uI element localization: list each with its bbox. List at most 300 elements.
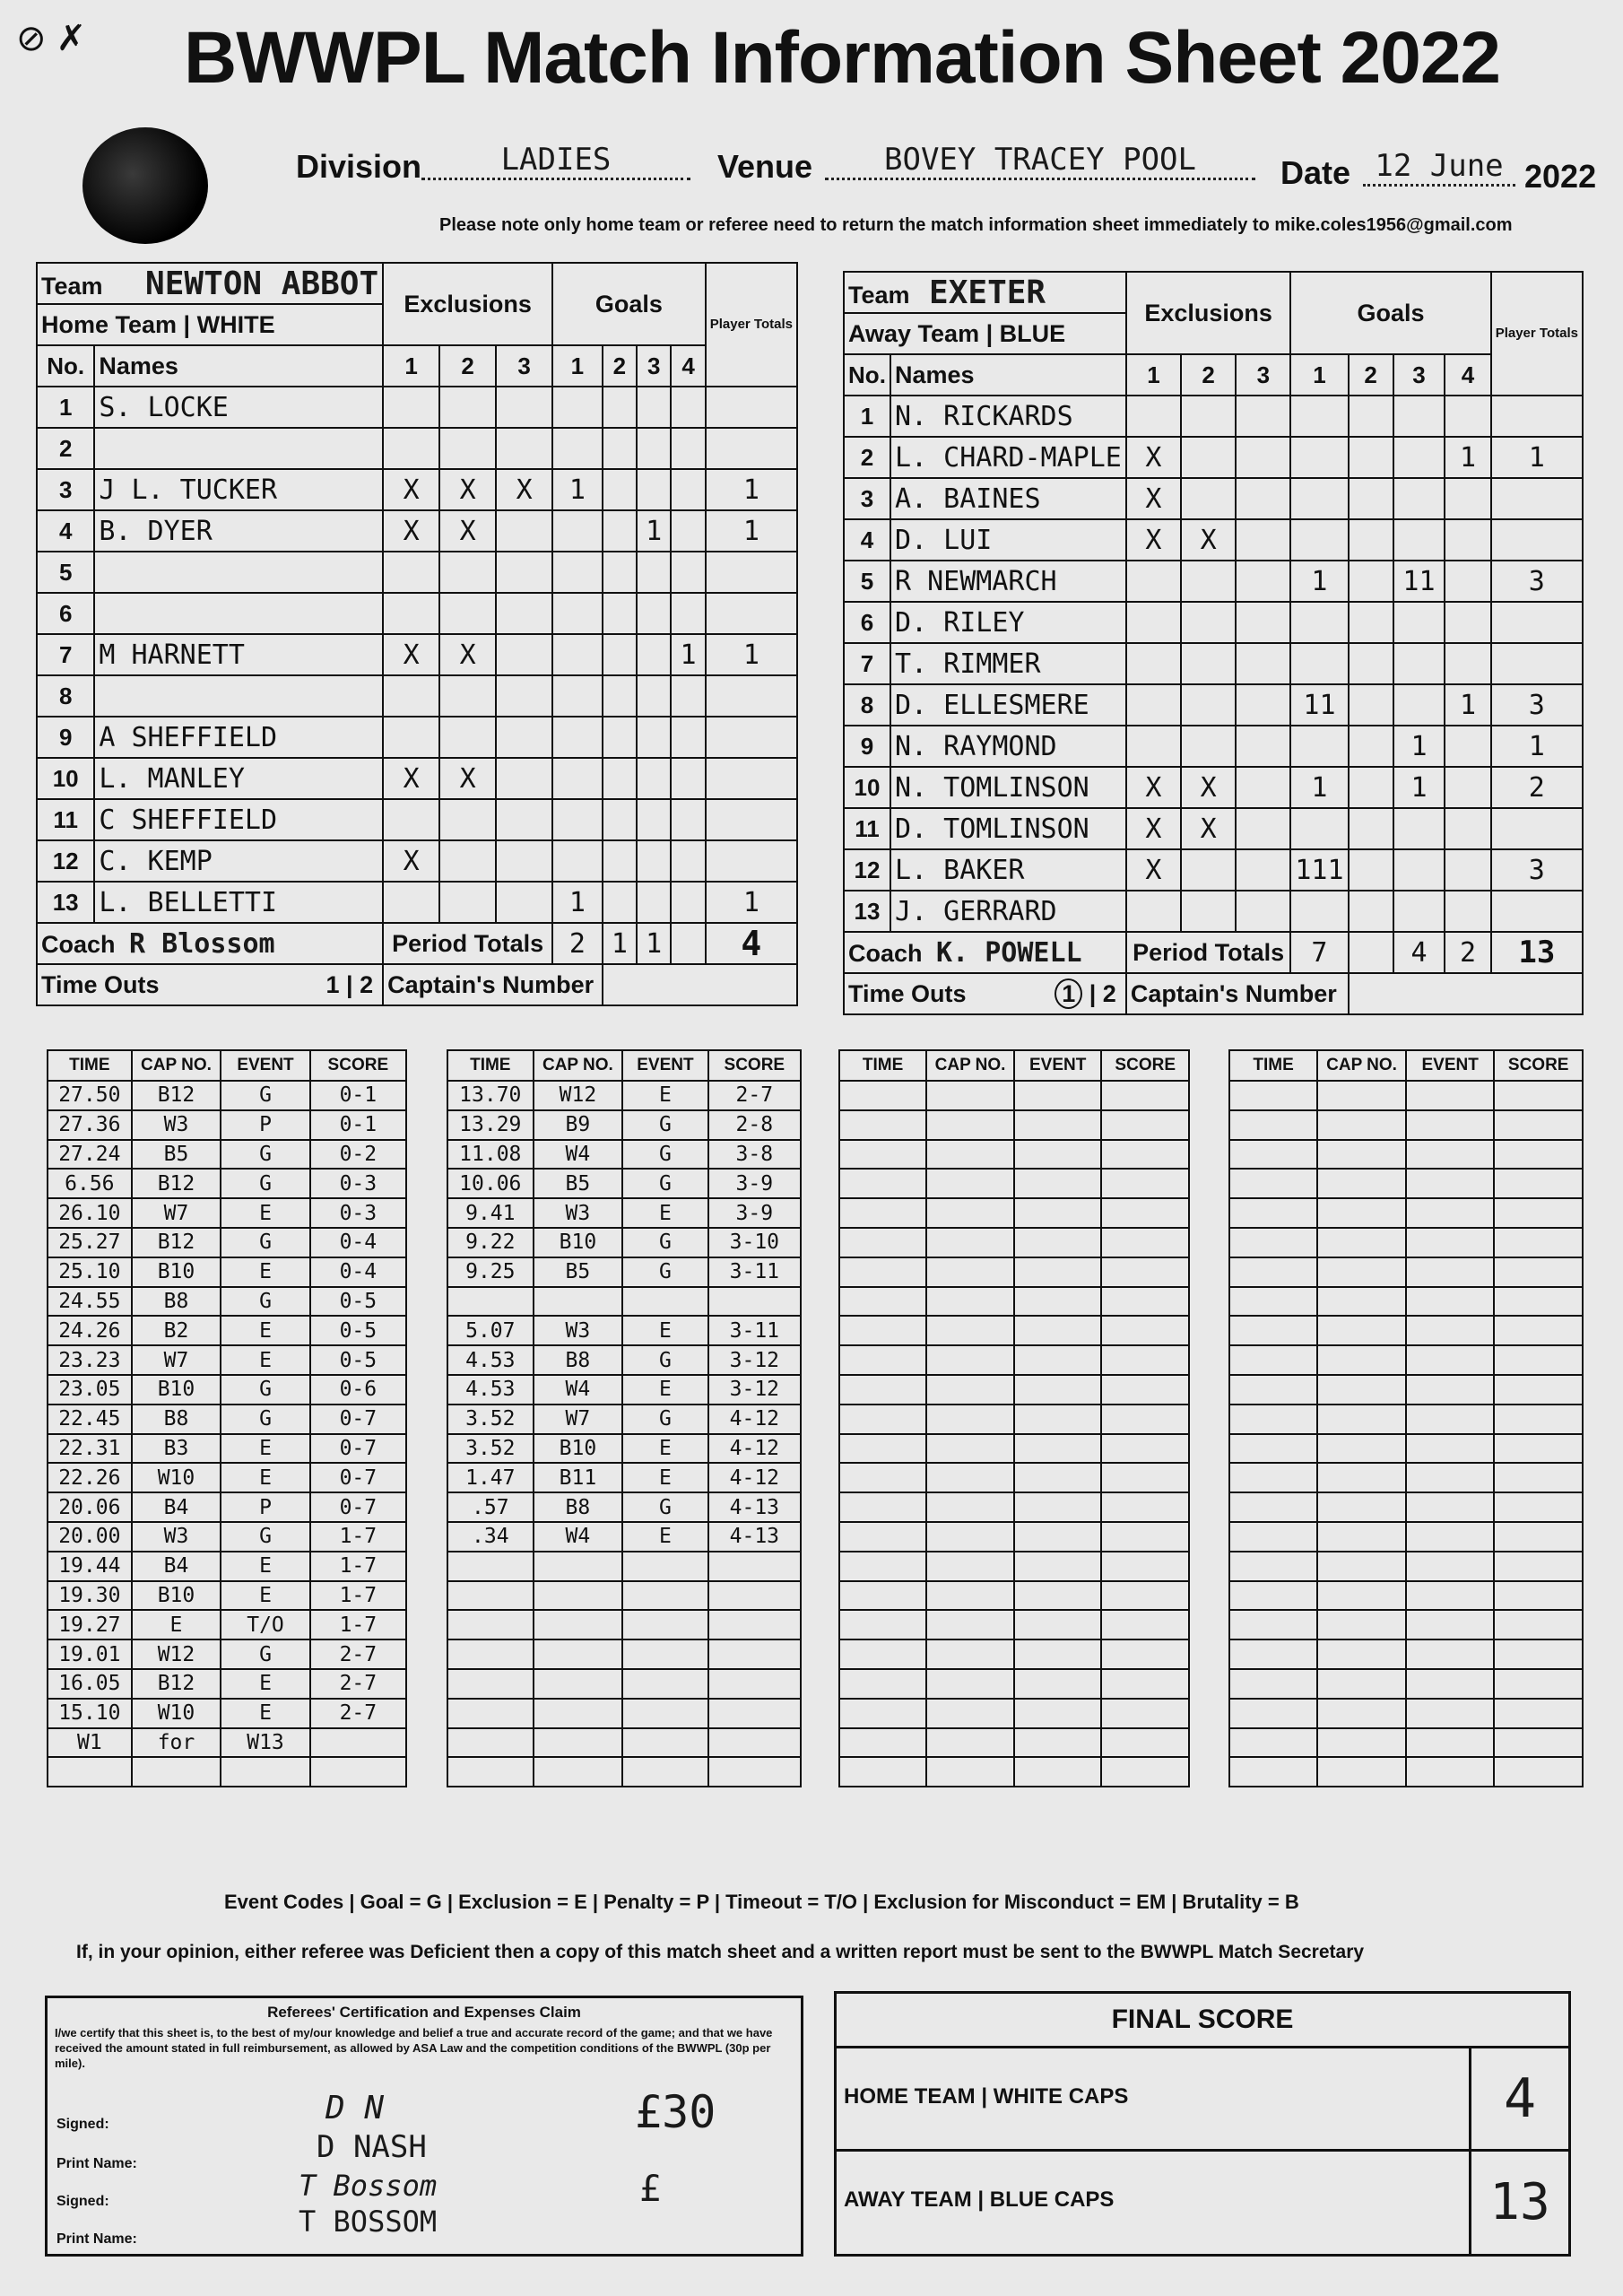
event-row bbox=[447, 1552, 801, 1581]
event-row bbox=[447, 1169, 801, 1198]
home-exclusions-header: Exclusions bbox=[383, 263, 552, 345]
goal-tally bbox=[671, 593, 705, 634]
exclusion-mark bbox=[1126, 891, 1181, 932]
away-period-total: 4 bbox=[1393, 932, 1445, 973]
exclusion-mark bbox=[1236, 561, 1290, 602]
away-period-totals-label: Period Totals bbox=[1126, 932, 1291, 973]
event-time: 20.00 bbox=[48, 1522, 132, 1552]
exclusion-mark bbox=[1181, 849, 1236, 891]
exclusion-mark: X bbox=[1126, 767, 1181, 808]
event-code bbox=[1014, 1552, 1101, 1581]
event-time: W1 bbox=[48, 1728, 132, 1758]
event-code bbox=[1014, 1669, 1101, 1699]
event-cap-no bbox=[926, 1375, 1014, 1405]
event-row bbox=[447, 1522, 801, 1552]
event-score bbox=[1494, 1198, 1583, 1228]
event-cap-no bbox=[926, 1552, 1014, 1581]
event-score: 1-7 bbox=[310, 1581, 406, 1611]
goal-tally bbox=[1290, 726, 1348, 767]
player-name bbox=[94, 428, 383, 469]
away-col-header: 3 bbox=[1393, 354, 1445, 396]
event-code bbox=[1406, 1198, 1494, 1228]
event-score bbox=[1494, 1757, 1583, 1787]
event-score: 3-8 bbox=[708, 1140, 801, 1170]
exclusion-mark bbox=[439, 799, 496, 840]
event-time bbox=[839, 1757, 926, 1787]
goal-tally bbox=[671, 469, 705, 510]
goal-tally bbox=[637, 758, 671, 799]
player-number: 12 bbox=[37, 840, 94, 882]
event-row bbox=[839, 1081, 1189, 1110]
goal-tally bbox=[603, 552, 637, 593]
goal-tally bbox=[637, 717, 671, 758]
event-score: 2-7 bbox=[708, 1081, 801, 1110]
event-row bbox=[447, 1581, 801, 1611]
event-code bbox=[622, 1728, 707, 1758]
event-cap-no: E bbox=[132, 1610, 221, 1639]
event-cap-no: B3 bbox=[132, 1434, 221, 1464]
event-row bbox=[839, 1169, 1189, 1198]
score-header: SCORE bbox=[1494, 1050, 1583, 1081]
goal-tally bbox=[637, 469, 671, 510]
event-row bbox=[839, 1198, 1189, 1228]
event-codes-legend: Event Codes | Goal = G | Exclusion = E | Penalty = P | Timeout = T/O | Exclusion for Misconduct = EM | Brutality = B bbox=[224, 1891, 1299, 1913]
event-row bbox=[48, 1169, 406, 1198]
event-code bbox=[1406, 1257, 1494, 1287]
event-time bbox=[1229, 1552, 1317, 1581]
event-score bbox=[1494, 1522, 1583, 1552]
event-row bbox=[48, 1345, 406, 1375]
event-time bbox=[1229, 1110, 1317, 1140]
goal-tally bbox=[603, 428, 637, 469]
event-row bbox=[1229, 1699, 1583, 1728]
final-home-score: 4 bbox=[1469, 2048, 1568, 2149]
event-code: G bbox=[221, 1639, 309, 1669]
event-time: 9.41 bbox=[447, 1198, 534, 1228]
event-score: 0-3 bbox=[310, 1198, 406, 1228]
referee-cert-title: Referees' Certification and Expenses Claim bbox=[267, 2004, 581, 2021]
goal-tally bbox=[1445, 643, 1490, 684]
cap-no-header: CAP NO. bbox=[132, 1050, 221, 1081]
event-score bbox=[1494, 1405, 1583, 1434]
goal-tally: 1 bbox=[1290, 561, 1348, 602]
event-cap-no bbox=[1317, 1581, 1406, 1611]
event-row bbox=[1229, 1316, 1583, 1345]
event-code bbox=[1406, 1316, 1494, 1345]
event-code: G bbox=[221, 1405, 309, 1434]
goal-tally bbox=[552, 840, 603, 882]
event-score bbox=[1494, 1434, 1583, 1464]
exclusion-mark: X bbox=[496, 469, 552, 510]
goal-tally bbox=[671, 758, 705, 799]
home-col-header: 3 bbox=[637, 345, 671, 387]
goal-tally bbox=[637, 552, 671, 593]
event-cap-no: B12 bbox=[132, 1228, 221, 1257]
event-time bbox=[839, 1552, 926, 1581]
goal-tally bbox=[1393, 808, 1445, 849]
exclusion-mark bbox=[1126, 561, 1181, 602]
event-code: G bbox=[622, 1169, 707, 1198]
event-cap-no bbox=[534, 1669, 623, 1699]
goal-tally bbox=[552, 552, 603, 593]
event-time: 27.50 bbox=[48, 1081, 132, 1110]
exclusion-mark: X bbox=[1126, 478, 1181, 519]
event-score bbox=[1494, 1669, 1583, 1699]
time-header: TIME bbox=[1229, 1050, 1317, 1081]
player-row bbox=[37, 675, 797, 717]
goal-tally bbox=[637, 675, 671, 717]
signed-label-1: Signed: bbox=[56, 2117, 109, 2132]
referee-cert-text: I/we certify that this sheet is, to the best of my/our knowledge and belief a true and accurate record of the game; and that we have received the amount stated in full reimbursement, as allowed by ASA Law and the competition conditions of the BWWPL (30p per mile). bbox=[55, 2026, 773, 2070]
event-time: .34 bbox=[447, 1522, 534, 1552]
event-row bbox=[1229, 1552, 1583, 1581]
goal-tally: 1 bbox=[552, 469, 603, 510]
event-code bbox=[622, 1610, 707, 1639]
event-time: 22.31 bbox=[48, 1434, 132, 1464]
event-score bbox=[1101, 1316, 1189, 1345]
exclusion-mark bbox=[439, 428, 496, 469]
exclusion-mark bbox=[496, 840, 552, 882]
event-time bbox=[1229, 1757, 1317, 1787]
goal-tally bbox=[1445, 767, 1490, 808]
event-cap-no bbox=[1317, 1110, 1406, 1140]
event-code: G bbox=[622, 1492, 707, 1522]
event-cap-no bbox=[534, 1728, 623, 1758]
event-time: 3.52 bbox=[447, 1434, 534, 1464]
exclusion-mark bbox=[439, 840, 496, 882]
event-code: G bbox=[622, 1228, 707, 1257]
exclusion-mark bbox=[1236, 684, 1290, 726]
event-row bbox=[48, 1699, 406, 1728]
home-timeouts-cell bbox=[37, 964, 383, 1005]
event-cap-no bbox=[1317, 1699, 1406, 1728]
event-row bbox=[447, 1316, 801, 1345]
player-total: 1 bbox=[706, 469, 797, 510]
player-number: 9 bbox=[844, 726, 890, 767]
event-time: 25.10 bbox=[48, 1257, 132, 1287]
cap-no-header: CAP NO. bbox=[1317, 1050, 1406, 1081]
event-time bbox=[48, 1757, 132, 1787]
goal-tally bbox=[552, 387, 603, 428]
player-name: S. LOCKE bbox=[94, 387, 383, 428]
event-code bbox=[1406, 1639, 1494, 1669]
event-score bbox=[1494, 1463, 1583, 1492]
away-timeouts-cell bbox=[844, 973, 1126, 1014]
event-code bbox=[1406, 1345, 1494, 1375]
event-code: G bbox=[221, 1081, 309, 1110]
player-row bbox=[37, 758, 797, 799]
player-total: 1 bbox=[706, 882, 797, 923]
exclusion-mark bbox=[1126, 396, 1181, 437]
home-team-table bbox=[36, 262, 798, 1006]
home-no-header: No. bbox=[37, 345, 94, 387]
event-header: EVENT bbox=[221, 1050, 309, 1081]
event-time bbox=[1229, 1492, 1317, 1522]
event-score bbox=[1494, 1375, 1583, 1405]
event-cap-no: B12 bbox=[132, 1669, 221, 1699]
goal-tally bbox=[603, 717, 637, 758]
event-row bbox=[839, 1110, 1189, 1140]
event-cap-no: B4 bbox=[132, 1552, 221, 1581]
event-code bbox=[1014, 1581, 1101, 1611]
goal-tally: 1 bbox=[1393, 726, 1445, 767]
player-name: L. MANLEY bbox=[94, 758, 383, 799]
event-code bbox=[1014, 1257, 1101, 1287]
event-code bbox=[1406, 1728, 1494, 1758]
home-team-name: NEWTON ABBOT bbox=[145, 265, 379, 302]
event-score bbox=[1494, 1257, 1583, 1287]
home-coach-cell bbox=[37, 923, 383, 964]
event-score bbox=[1494, 1140, 1583, 1170]
player-number: 5 bbox=[844, 561, 890, 602]
division-value: LADIES bbox=[421, 142, 690, 180]
goal-tally: 1 bbox=[1290, 767, 1348, 808]
event-score bbox=[1494, 1581, 1583, 1611]
event-score: 0-1 bbox=[310, 1110, 406, 1140]
event-time: 19.44 bbox=[48, 1552, 132, 1581]
final-home-row bbox=[837, 2048, 1568, 2152]
goal-tally bbox=[1445, 849, 1490, 891]
player-total bbox=[1491, 808, 1583, 849]
event-code: E bbox=[622, 1316, 707, 1345]
player-name: N. RAYMOND bbox=[890, 726, 1126, 767]
event-score: 3-9 bbox=[708, 1169, 801, 1198]
event-row bbox=[447, 1198, 801, 1228]
goal-tally bbox=[1290, 602, 1348, 643]
exclusion-mark: X bbox=[439, 634, 496, 675]
event-cap-no bbox=[1317, 1081, 1406, 1110]
event-time bbox=[447, 1287, 534, 1317]
player-name: M HARNETT bbox=[94, 634, 383, 675]
event-score: 0-2 bbox=[310, 1140, 406, 1170]
event-header: EVENT bbox=[1014, 1050, 1101, 1081]
event-cap-no bbox=[534, 1610, 623, 1639]
event-cap-no: B9 bbox=[534, 1110, 623, 1140]
event-time bbox=[839, 1610, 926, 1639]
event-cap-no bbox=[1317, 1228, 1406, 1257]
goal-tally bbox=[552, 675, 603, 717]
event-cap-no: W4 bbox=[534, 1140, 623, 1170]
event-row bbox=[839, 1639, 1189, 1669]
player-number: 6 bbox=[844, 602, 890, 643]
event-score bbox=[1101, 1639, 1189, 1669]
event-score bbox=[1101, 1669, 1189, 1699]
event-score bbox=[1101, 1581, 1189, 1611]
player-row bbox=[844, 684, 1583, 726]
goal-tally bbox=[1349, 849, 1393, 891]
event-row bbox=[48, 1375, 406, 1405]
event-code bbox=[622, 1552, 707, 1581]
event-code: E bbox=[622, 1434, 707, 1464]
goal-tally bbox=[603, 840, 637, 882]
player-total bbox=[706, 593, 797, 634]
home-col-header: 1 bbox=[552, 345, 603, 387]
away-names-header: Names bbox=[890, 354, 1126, 396]
event-row bbox=[48, 1434, 406, 1464]
event-code bbox=[221, 1757, 309, 1787]
event-row bbox=[447, 1669, 801, 1699]
event-code: G bbox=[221, 1228, 309, 1257]
away-col-header: 2 bbox=[1349, 354, 1393, 396]
event-cap-no: B2 bbox=[132, 1316, 221, 1345]
event-row bbox=[48, 1110, 406, 1140]
player-total: 1 bbox=[706, 510, 797, 552]
event-score: 0-7 bbox=[310, 1405, 406, 1434]
timeout-2: 2 bbox=[1102, 979, 1116, 1007]
goal-tally bbox=[671, 552, 705, 593]
event-row bbox=[1229, 1639, 1583, 1669]
event-score bbox=[1101, 1140, 1189, 1170]
event-row bbox=[447, 1228, 801, 1257]
event-row bbox=[48, 1639, 406, 1669]
exclusion-mark bbox=[383, 593, 439, 634]
event-time bbox=[839, 1110, 926, 1140]
exclusion-mark bbox=[1126, 684, 1181, 726]
goal-tally bbox=[1393, 643, 1445, 684]
event-time bbox=[839, 1699, 926, 1728]
event-cap-no: W4 bbox=[534, 1522, 623, 1552]
exclusion-mark: X bbox=[383, 840, 439, 882]
event-cap-no: W3 bbox=[132, 1522, 221, 1552]
player-row bbox=[844, 396, 1583, 437]
event-row bbox=[1229, 1463, 1583, 1492]
event-row bbox=[48, 1581, 406, 1611]
event-row bbox=[839, 1140, 1189, 1170]
goal-tally bbox=[1445, 808, 1490, 849]
event-cap-no: W10 bbox=[132, 1699, 221, 1728]
venue-label: Venue bbox=[717, 148, 813, 185]
event-code: P bbox=[221, 1110, 309, 1140]
event-time: 20.06 bbox=[48, 1492, 132, 1522]
event-cap-no bbox=[1317, 1287, 1406, 1317]
team-label: Team bbox=[848, 281, 910, 309]
player-number: 2 bbox=[844, 437, 890, 478]
event-row bbox=[839, 1405, 1189, 1434]
team-label: Team bbox=[41, 272, 103, 300]
goal-tally bbox=[671, 510, 705, 552]
goal-tally: 11 bbox=[1290, 684, 1348, 726]
event-score: 0-7 bbox=[310, 1434, 406, 1464]
player-total bbox=[706, 840, 797, 882]
away-player-rows bbox=[844, 396, 1583, 932]
event-score: 1-7 bbox=[310, 1610, 406, 1639]
event-cap-no: B10 bbox=[132, 1257, 221, 1287]
event-time bbox=[447, 1581, 534, 1611]
away-captains-number-label: Captain's Number bbox=[1126, 973, 1349, 1014]
player-number: 10 bbox=[844, 767, 890, 808]
event-score bbox=[1101, 1345, 1189, 1375]
event-time: 24.26 bbox=[48, 1316, 132, 1345]
player-number: 7 bbox=[844, 643, 890, 684]
cap-no-header: CAP NO. bbox=[926, 1050, 1014, 1081]
goal-tally bbox=[1445, 396, 1490, 437]
timeout-1-circled: 1 bbox=[1055, 978, 1082, 1009]
exclusion-mark: X bbox=[383, 634, 439, 675]
player-row bbox=[844, 437, 1583, 478]
event-code bbox=[1014, 1287, 1101, 1317]
event-time: 1.47 bbox=[447, 1463, 534, 1492]
print-name-label-1: Print Name: bbox=[56, 2156, 137, 2171]
exclusion-mark bbox=[1126, 726, 1181, 767]
event-code bbox=[1014, 1492, 1101, 1522]
exclusion-mark: X bbox=[1126, 519, 1181, 561]
event-row bbox=[447, 1375, 801, 1405]
event-cap-no bbox=[926, 1699, 1014, 1728]
event-score: 0-5 bbox=[310, 1287, 406, 1317]
final-away-label: AWAY TEAM | BLUE CAPS bbox=[844, 2187, 1115, 2212]
event-score: 3-11 bbox=[708, 1316, 801, 1345]
player-name: N. TOMLINSON bbox=[890, 767, 1126, 808]
event-time bbox=[1229, 1669, 1317, 1699]
event-score bbox=[1101, 1434, 1189, 1464]
exclusion-mark bbox=[1181, 726, 1236, 767]
event-time bbox=[1229, 1287, 1317, 1317]
event-code bbox=[1406, 1140, 1494, 1170]
away-period-total bbox=[1349, 932, 1393, 973]
event-code bbox=[1014, 1198, 1101, 1228]
goal-tally bbox=[1349, 891, 1393, 932]
event-score: 2-7 bbox=[310, 1639, 406, 1669]
event-row bbox=[447, 1257, 801, 1287]
event-time: 6.56 bbox=[48, 1169, 132, 1198]
away-col-header: 2 bbox=[1181, 354, 1236, 396]
event-time bbox=[1229, 1081, 1317, 1110]
away-team-name-cell bbox=[844, 272, 1126, 313]
player-name: J L. TUCKER bbox=[94, 469, 383, 510]
event-code bbox=[1406, 1669, 1494, 1699]
event-score: 0-4 bbox=[310, 1257, 406, 1287]
event-score: 0-1 bbox=[310, 1081, 406, 1110]
event-time bbox=[1229, 1345, 1317, 1375]
event-row bbox=[447, 1610, 801, 1639]
event-code: E bbox=[221, 1699, 309, 1728]
event-row bbox=[1229, 1492, 1583, 1522]
event-row bbox=[447, 1287, 801, 1317]
goal-tally bbox=[671, 717, 705, 758]
event-code bbox=[1406, 1169, 1494, 1198]
event-code bbox=[622, 1639, 707, 1669]
exclusion-mark: X bbox=[439, 758, 496, 799]
player-number: 11 bbox=[37, 799, 94, 840]
exclusion-mark bbox=[1236, 478, 1290, 519]
goal-tally bbox=[1393, 396, 1445, 437]
event-cap-no bbox=[926, 1522, 1014, 1552]
event-row bbox=[839, 1257, 1189, 1287]
event-code: E bbox=[221, 1345, 309, 1375]
player-name bbox=[94, 593, 383, 634]
home-col-header: 2 bbox=[603, 345, 637, 387]
goal-tally bbox=[637, 428, 671, 469]
event-row bbox=[1229, 1345, 1583, 1375]
goal-tally: 1 bbox=[637, 510, 671, 552]
event-score: 0-4 bbox=[310, 1228, 406, 1257]
player-number: 7 bbox=[37, 634, 94, 675]
away-col-header: 3 bbox=[1236, 354, 1290, 396]
event-row bbox=[839, 1287, 1189, 1317]
event-time: 9.25 bbox=[447, 1257, 534, 1287]
player-name bbox=[94, 675, 383, 717]
away-timeout-boxes: 1 | 2 bbox=[1055, 980, 1116, 1008]
goal-tally bbox=[1445, 891, 1490, 932]
player-total bbox=[706, 758, 797, 799]
event-row bbox=[839, 1434, 1189, 1464]
event-log-2 bbox=[447, 1049, 802, 1787]
event-header: EVENT bbox=[622, 1050, 707, 1081]
player-total: 3 bbox=[1491, 849, 1583, 891]
event-row bbox=[1229, 1405, 1583, 1434]
event-row bbox=[839, 1610, 1189, 1639]
exclusion-mark bbox=[383, 882, 439, 923]
